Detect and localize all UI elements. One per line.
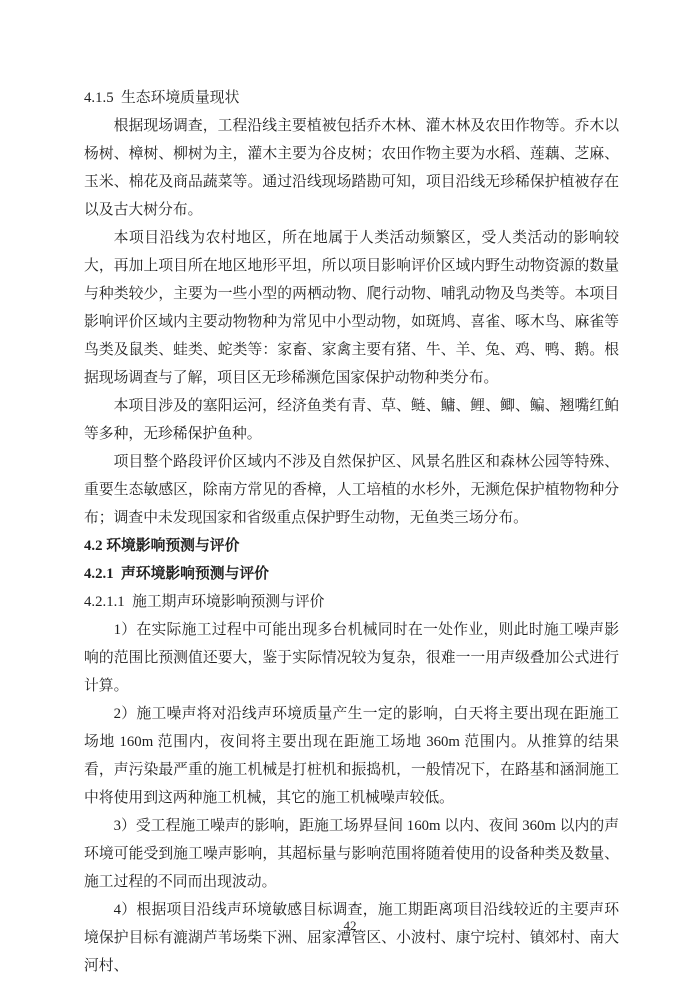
paragraph-noise-point-2: 2）施工噪声将对沿线声环境质量产生一定的影响，白天将主要出现在距施工场地 160m 范围内，夜间将主要出现在距施工场地 360m 范围内。从推算的结果看，声污染最严重的施工机械是打桩机和振捣机，一般情况下，在路基和涵洞施工中将使用到这两种施工机械，其它的施工机械噪声较低。 [84,706,619,806]
paragraph-noise-point-4: 4）根据项目沿线声环境敏感目标调查，施工期距离项目沿线较近的主要声环境保护目标有漉湖芦苇场柴下洲、屈家潭管区、小波村、康宁垸村、镇郊村、南大河村、 [84,902,619,974]
section-heading-4-2-1-1-construction-noise: 4.2.1.1 施工期声环境影响预测与评价 [84,594,325,610]
paragraph-vegetation-survey: 根据现场调查，工程沿线主要植被包括乔木林、灌木林及农田作物等。乔木以杨树、樟树、柳树为主，灌木主要为谷皮树；农田作物主要为水稻、莲藕、芝麻、玉米、棉花及商品蔬菜等。通过沿线现场踏勘可知，项目沿线无珍稀保护植被存在以及古大树分布。 [84,118,619,218]
section-heading-4-2-1-acoustic-impact: 4.2.1 声环境影响预测与评价 [84,566,269,582]
section-heading-4-2-impact-prediction: 4.2 环境影响预测与评价 [84,538,240,554]
paragraph-fish-species: 本项目涉及的塞阳运河，经济鱼类有青、草、鲢、鳙、鲤、鲫、鳊、翘嘴红鲌等多种，无珍稀保护鱼种。 [84,398,619,442]
page-number: 42 [343,918,357,933]
document-body [84,84,619,980]
paragraph-noise-point-1: 1）在实际施工过程中可能出现多台机械同时在一处作业，则此时施工噪声影响的范围比预测值还要大，鉴于实际情况较为复杂，很难一一用声级叠加公式进行计算。 [84,622,619,694]
paragraph-wildlife-survey: 本项目沿线为农村地区，所在地属于人类活动频繁区，受人类活动的影响较大，再加上项目所在地区地形平坦，所以项目影响评价区域内野生动物资源的数量与种类较少，主要为一些小型的两栖动物、爬行动物、哺乳动物及鸟类等。本项目影响评价区域内主要动物物种为常见中小型动物，如斑鸠、喜雀、啄木鸟、麻雀等鸟类及鼠类、蛙类、蛇类等：家畜、家禽主要有猪、牛、羊、兔、鸡、鸭、鹅。根据现场调查与了解，项目区无珍稀濒危国家保护动物种类分布。 [84,230,619,386]
section-heading-4-1-5-ecological-environment-status: 4.1.5 生态环境质量现状 [84,90,240,106]
paragraph-sensitive-areas: 项目整个路段评价区域内不涉及自然保护区、风景名胜区和森林公园等特殊、重要生态敏感区，除南方常见的香樟，人工培植的水杉外，无濒危保护植物物种分布；调查中未发现国家和省级重点保护野生动物，无鱼类三场分布。 [84,454,619,526]
paragraph-noise-point-3: 3）受工程施工噪声的影响，距施工场界昼间 160m 以内、夜间 360m 以内的声环境可能受到施工噪声影响，其超标量与影响范围将随着使用的设备种类及数量、施工过程的不同而出现波动。 [84,818,619,890]
